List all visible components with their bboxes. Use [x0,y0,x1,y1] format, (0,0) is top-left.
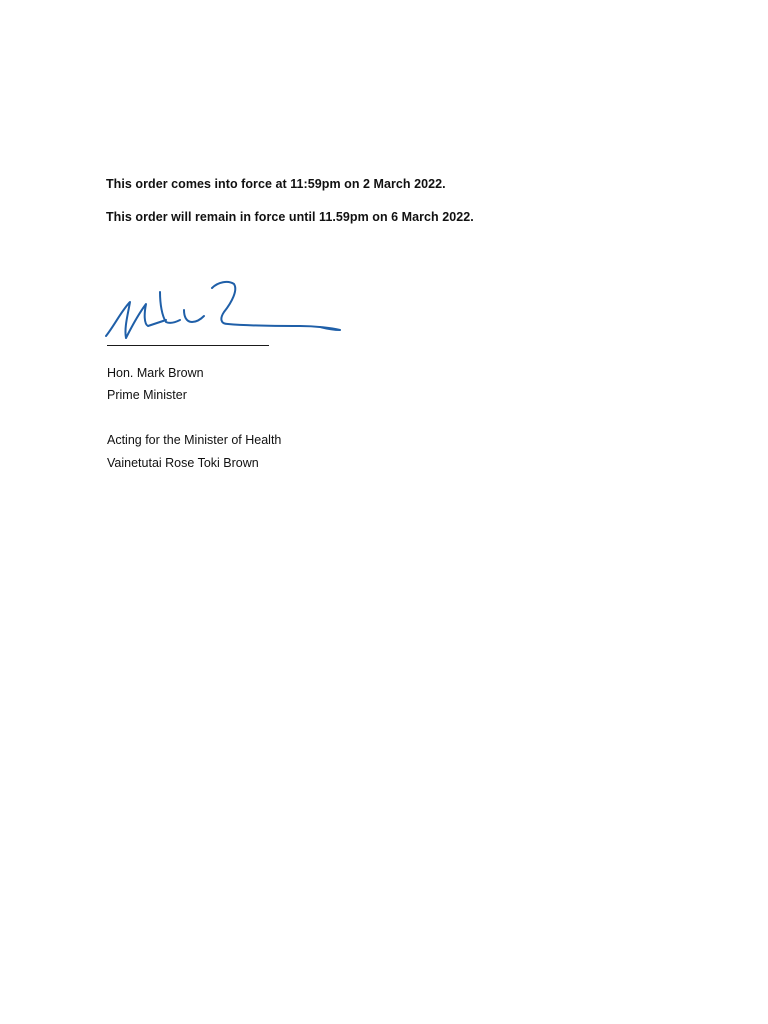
commencement-statement: This order comes into force at 11:59pm on 2 March 2022. [106,177,446,191]
signatory-title: Prime Minister [107,388,187,402]
handwritten-signature [100,272,350,352]
signatory-name: Hon. Mark Brown [107,366,204,380]
signature-stroke [160,292,180,323]
minister-name: Vainetutai Rose Toki Brown [107,456,259,470]
expiry-statement: This order will remain in force until 11.59pm on 6 March 2022. [106,210,474,224]
signature-stroke [184,310,204,322]
signature-stroke [106,302,166,338]
signature-stroke [212,282,340,330]
signature-line [107,345,269,346]
acting-capacity: Acting for the Minister of Health [107,433,282,447]
